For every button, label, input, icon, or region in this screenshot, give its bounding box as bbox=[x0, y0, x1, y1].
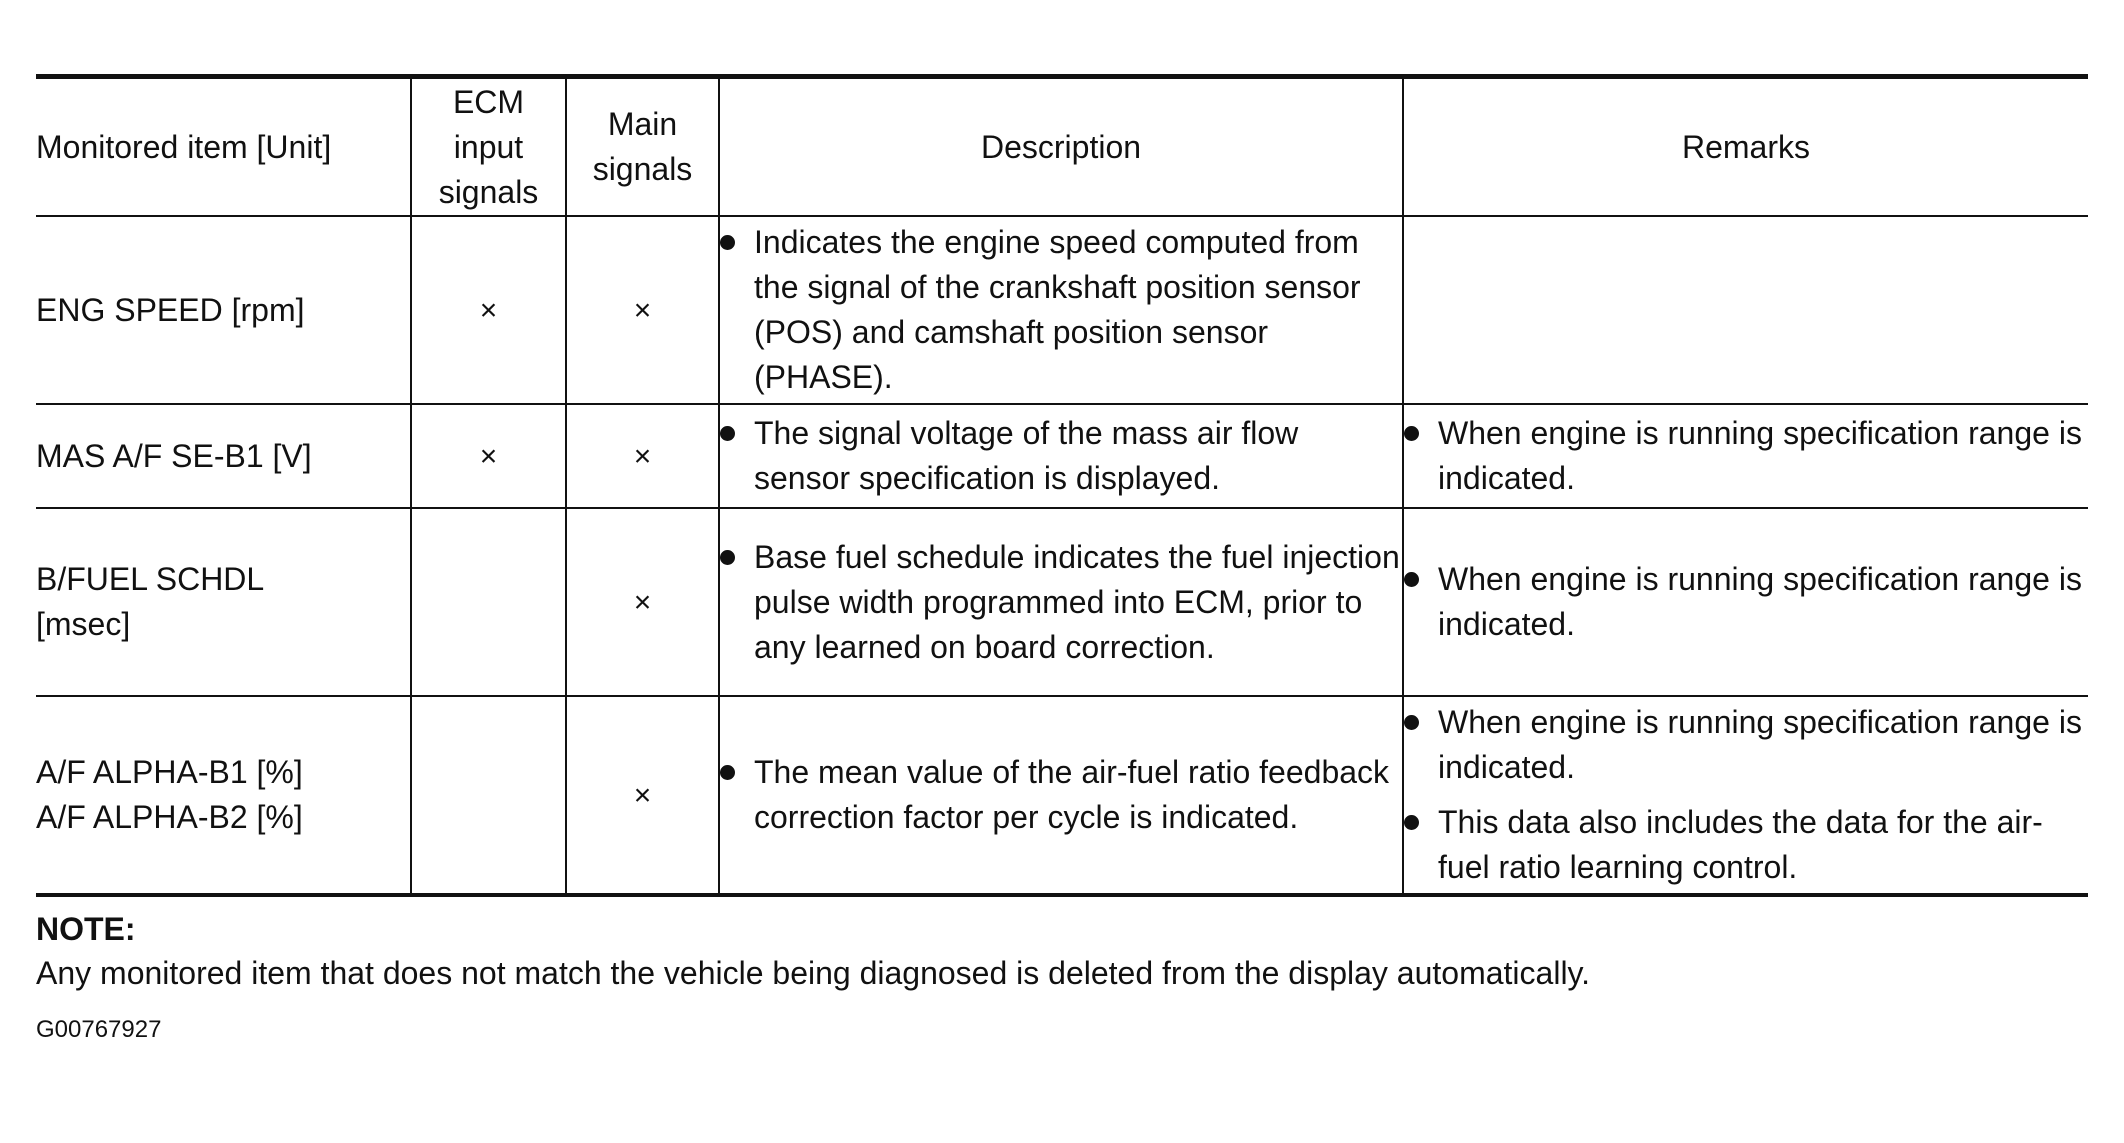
bullet-icon bbox=[720, 426, 735, 441]
main-signal-mark: × bbox=[566, 696, 719, 895]
bullet-icon bbox=[720, 765, 735, 780]
monitored-item-cell: ENG SPEED [rpm] bbox=[36, 291, 305, 328]
description-bullet: The mean value of the air-fuel ratio feedback correction factor per cycle is indicated. bbox=[720, 750, 1402, 840]
table-row bbox=[36, 508, 2088, 696]
table-row bbox=[36, 404, 2088, 508]
remarks-cell bbox=[1403, 404, 2088, 508]
header-remarks: Remarks bbox=[1403, 77, 2088, 217]
ecm-input-mark bbox=[411, 696, 566, 895]
note-text: Any monitored item that does not match the vehicle being diagnosed is deleted from the display automatically. bbox=[36, 955, 1591, 991]
bullet-icon bbox=[720, 235, 735, 250]
bullet-icon bbox=[1404, 715, 1419, 730]
table-row bbox=[36, 696, 2088, 895]
header-description: Description bbox=[719, 77, 1403, 217]
monitored-items-table bbox=[36, 74, 2088, 897]
monitored-item-cell: MAS A/F SE-B1 [V] bbox=[36, 437, 312, 474]
header-main-signals: Main signals bbox=[566, 77, 719, 217]
description-bullet: Indicates the engine speed computed from the signal of the crankshaft position sensor (POS) and camshaft position sensor (PHASE). bbox=[720, 220, 1402, 400]
note-section bbox=[36, 907, 2088, 995]
remark-bullet: When engine is running specification range is indicated. bbox=[1404, 557, 2088, 647]
description-cell bbox=[719, 404, 1403, 508]
remarks-cell bbox=[1403, 216, 2088, 404]
monitored-item-cell: B/FUEL SCHDL [msec] bbox=[36, 561, 265, 642]
description-cell bbox=[719, 696, 1403, 895]
description-cell bbox=[719, 216, 1403, 404]
bullet-icon bbox=[1404, 815, 1419, 830]
table-row bbox=[36, 216, 2088, 404]
bullet-icon bbox=[1404, 572, 1419, 587]
remark-bullet: When engine is running specification range is indicated. bbox=[1404, 411, 2088, 501]
description-cell bbox=[719, 508, 1403, 696]
description-bullet: Base fuel schedule indicates the fuel injection pulse width programmed into ECM, prior to any learned on board correction. bbox=[720, 535, 1402, 670]
remark-bullet: When engine is running specification range is indicated. bbox=[1404, 700, 2088, 790]
main-signal-mark: × bbox=[566, 404, 719, 508]
monitored-item-cell: A/F ALPHA-B1 [%] A/F ALPHA-B2 [%] bbox=[36, 754, 303, 835]
figure-code: G00767927 bbox=[36, 1016, 162, 1043]
bullet-icon bbox=[720, 550, 735, 565]
remarks-cell bbox=[1403, 508, 2088, 696]
header-ecm-input-signals: ECM input signals bbox=[411, 77, 566, 217]
ecm-input-mark bbox=[411, 508, 566, 696]
note-title: NOTE: bbox=[36, 911, 136, 947]
remark-bullet: This data also includes the data for the air-fuel ratio learning control. bbox=[1404, 800, 2088, 890]
document bbox=[36, 74, 2088, 1045]
table-header-row bbox=[36, 77, 2088, 217]
header-monitored-item: Monitored item [Unit] bbox=[36, 128, 332, 165]
ecm-input-mark: × bbox=[411, 404, 566, 508]
description-bullet: The signal voltage of the mass air flow sensor specification is displayed. bbox=[720, 411, 1402, 501]
bullet-icon bbox=[1404, 426, 1419, 441]
ecm-input-mark: × bbox=[411, 216, 566, 404]
main-signal-mark: × bbox=[566, 216, 719, 404]
main-signal-mark: × bbox=[566, 508, 719, 696]
remarks-cell bbox=[1403, 696, 2088, 895]
